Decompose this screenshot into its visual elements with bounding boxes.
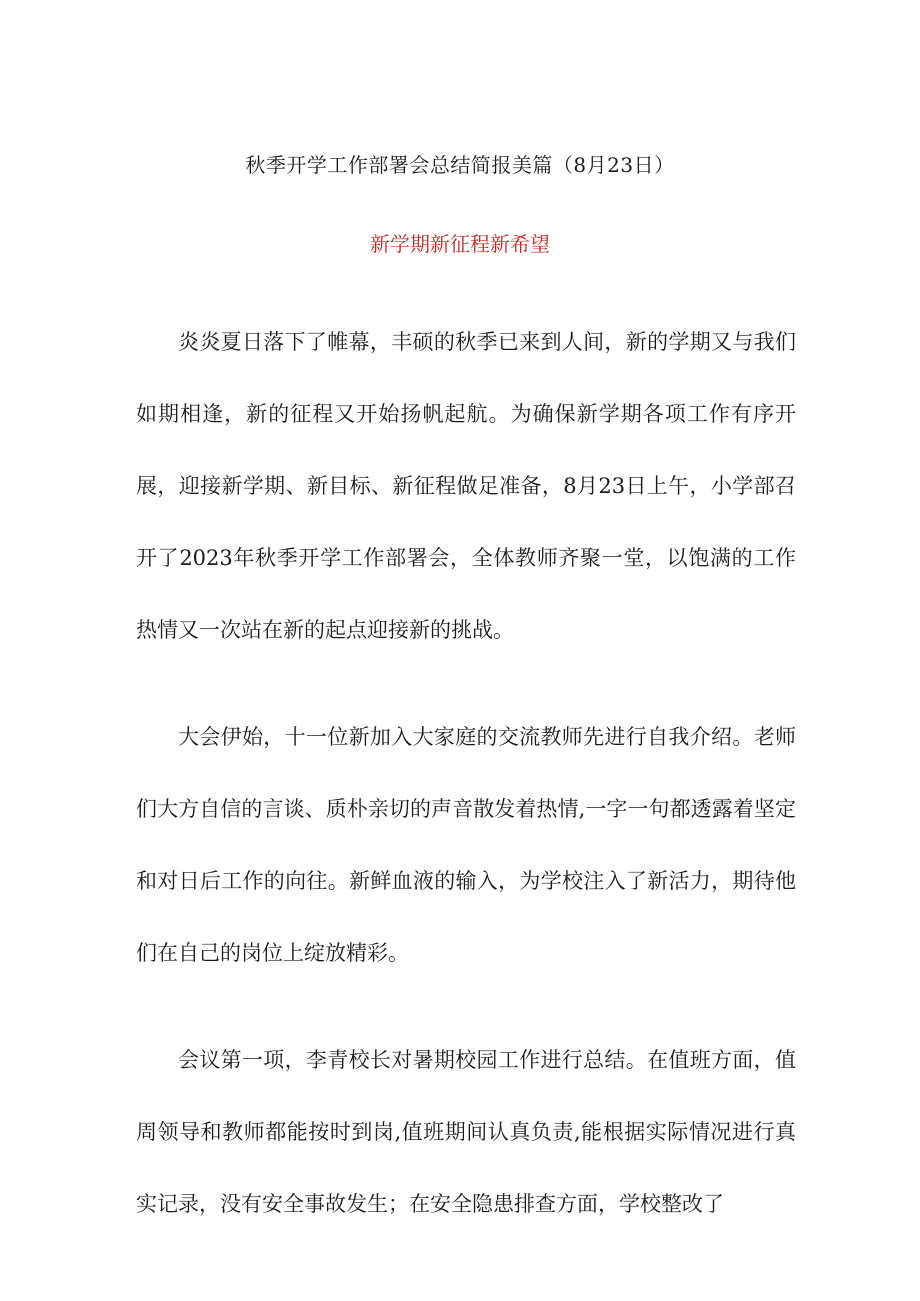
- paragraph: 炎炎夏日落下了帷幕，丰硕的秋季已来到人间，新的学期又与我们如期相逢，新的征程又开始扬帆起航。为确保新学期各项工作有序开展，迎接新学期、新目标、新征程做足准备，8月23日上午，小学部召开了2023年秋季开学工作部署会，全体教师齐聚一堂，以饱满的工作热情又一次站在新的起点迎接新的挑战。: [136, 330, 796, 642]
- document-body: [136, 306, 796, 1240]
- document-title: 秋季开学工作部署会总结简报美篇（8月23日）: [245, 153, 675, 177]
- paragraph: 大会伊始，十一位新加入大家庭的交流教师先进行自我介绍。老师们大方自信的言谈、质朴亲切的声音散发着热情,一字一句都透露着坚定和对日后工作的向往。新鲜血液的输入，为学校注入了新活力，期待他们在自己的岗位上绽放精彩。: [136, 725, 796, 965]
- paragraph: 会议第一项，李青校长对暑期校园工作进行总结。在值班方面，值周领导和教师都能按时到岗,值班期间认真负责,能根据实际情况进行真实记录，没有安全事故发生；在安全隐患排查方面，学校整改了: [136, 1048, 796, 1216]
- document-subtitle: 新学期新征程新希望: [370, 232, 550, 256]
